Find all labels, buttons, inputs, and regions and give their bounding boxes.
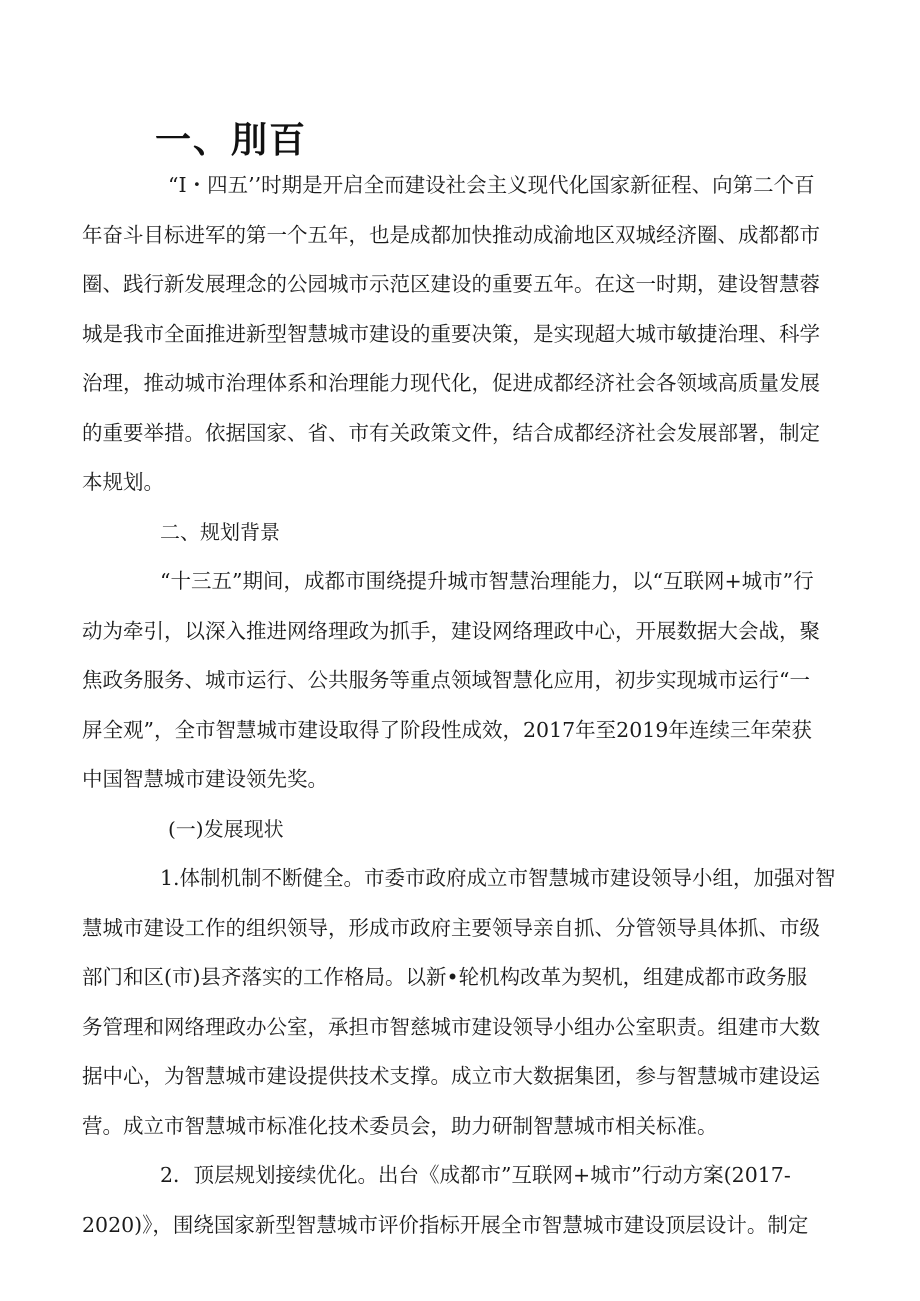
paragraph-line: “I・四五’’时期是开启全而建设社会主义现代化国家新征程、向第二个百 xyxy=(168,173,815,197)
paragraph-line: 务管理和网络理政办公室，承担市智慈城市建设领导小组办公室职责。组建市大数 xyxy=(82,1015,820,1039)
paragraph-line: 中国智慧城市建设领先奖。 xyxy=(82,767,328,791)
paragraph-line: 治理，推动城市治理体系和治理能力现代化，促进成都经济社会各领域高质量发展 xyxy=(82,371,820,395)
paragraph-line: 焦政务服务、城市运行、公共服务等重点领域智慧化应用，初步实现城市运行“一 xyxy=(82,668,810,692)
paragraph-line: 营。成立市智慧城市标准化技术委员会，助力研制智慧城市相关标准。 xyxy=(82,1114,718,1138)
paragraph-line: 2．顶层规划接续优化。出台《成都市”互联网+城市”行动方案(2017- xyxy=(160,1163,791,1187)
paragraph-line: 1.体制机制不断健全。市委市政府成立市智慧城市建设领导小组，加强对智 xyxy=(160,866,836,890)
subsection-heading: (一)发展现状 xyxy=(168,817,284,841)
paragraph-line: 屏全观”，全市智慧城市建设取得了阶段性成效，2017年至2019年连续三年荣获 xyxy=(82,718,812,742)
paragraph-line: 部门和区(市)县齐落实的工作格局。以新•轮机构改革为契机，组建成都市政务服 xyxy=(82,965,808,989)
paragraph-line: 的重要举措。依据国家、省、市有关政策文件，结合成都经济社会发展部署，制定 xyxy=(82,421,820,445)
paragraph-line: 年奋斗目标进军的第一个五年，也是成都加快推动成渝地区双城经济圈、成都都市 xyxy=(82,223,820,247)
subsection-heading: 二、规划背景 xyxy=(160,520,280,544)
paragraph-line: 据中心，为智慧城市建设提供技术支撑。成立市大数据集团，参与智慧城市建设运 xyxy=(82,1064,820,1088)
paragraph-line: 本规划。 xyxy=(82,470,164,494)
section-heading: 一、刖百 xyxy=(155,120,308,161)
paragraph-line: 慧城市建设工作的组织领导，形成市政府主要领导亲自抓、分管领导具体抓、市级 xyxy=(82,916,820,940)
paragraph-line: 城是我市全面推进新型智慧城市建设的重要决策，是实现超大城市敏捷治理、科学 xyxy=(82,322,820,346)
paragraph-line: “十三五”期间，成都市围绕提升城市智慧治理能力，以“互联网+城市”行 xyxy=(160,569,814,593)
paragraph-line: 2020)》，围绕国家新型智慧城市评价指标开展全市智慧城市建设顶层设计。制定 xyxy=(82,1213,809,1237)
paragraph-line: 动为牵引，以深入推进网络理政为抓手，建设网络理政中心，开展数据大会战，聚 xyxy=(82,619,820,643)
paragraph-line: 圈、践行新发展理念的公园城市示范区建设的重要五年。在这一时期，建设智慧蓉 xyxy=(82,272,820,296)
